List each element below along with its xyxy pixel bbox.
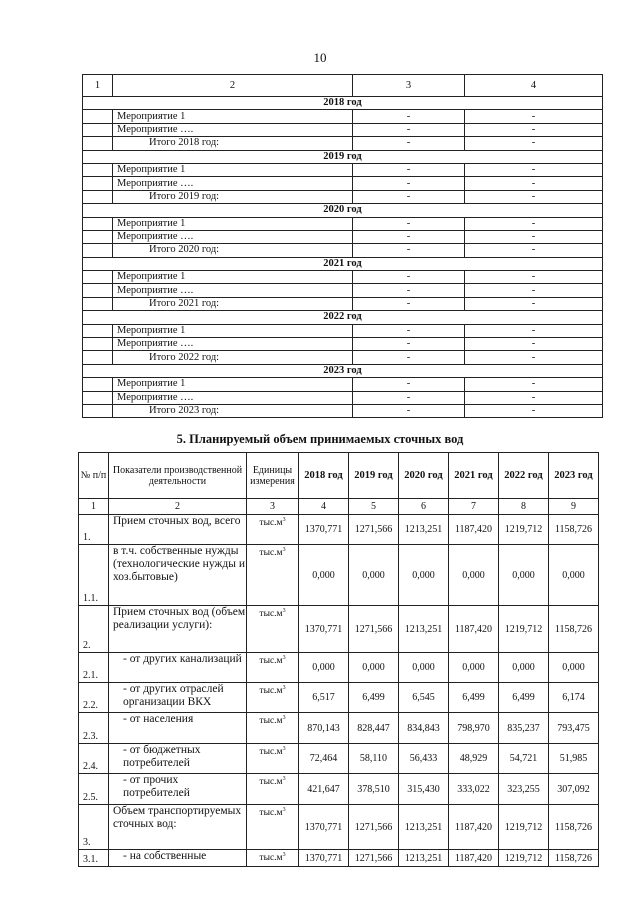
unit-text: тыс.м <box>259 686 283 697</box>
activity-row <box>83 391 603 404</box>
header-row <box>83 75 603 97</box>
value-col3: - <box>353 137 465 150</box>
value-col3: - <box>353 271 465 284</box>
row-number-cell <box>83 244 113 257</box>
data-row <box>79 653 599 683</box>
value-col3: - <box>353 177 465 190</box>
value-cell: 48,929 <box>449 744 499 774</box>
indicator-name: - от прочих потребителей <box>109 774 247 805</box>
data-row <box>79 683 599 713</box>
value-col3: - <box>353 244 465 257</box>
activity-row <box>83 324 603 337</box>
value-col3: - <box>353 123 465 136</box>
activity-label: Мероприятие …. <box>113 177 353 190</box>
value-col3: - <box>353 378 465 391</box>
value-col4: - <box>465 284 603 297</box>
row-number-cell <box>83 217 113 230</box>
value-cell: 1219,712 <box>499 606 549 653</box>
data-row <box>79 850 599 867</box>
value-cell: 1271,566 <box>349 606 399 653</box>
value-col3: - <box>353 391 465 404</box>
value-col3: - <box>353 284 465 297</box>
value-cell: 0,000 <box>399 545 449 606</box>
value-col3: - <box>353 190 465 203</box>
value-cell: 1219,712 <box>499 515 549 545</box>
total-row <box>83 404 603 417</box>
row-number-cell <box>83 163 113 176</box>
column-number: 2 <box>109 499 247 515</box>
activity-label: Мероприятие …. <box>113 230 353 243</box>
row-number: 2.5. <box>79 774 109 805</box>
row-number-cell <box>83 378 113 391</box>
row-number: 1.1. <box>79 545 109 606</box>
data-row <box>79 774 599 805</box>
row-number: 2.1. <box>79 653 109 683</box>
section-title: 5. Планируемый объем принимаемых сточных вод <box>176 432 464 446</box>
unit-exponent: 3 <box>282 807 286 813</box>
year-heading: 2021 год <box>83 257 603 270</box>
value-col4: - <box>465 404 603 417</box>
wastewater-volume-table <box>78 452 599 867</box>
value-cell: 1187,420 <box>449 805 499 850</box>
value-cell: 6,517 <box>299 683 349 713</box>
value-cell: 1187,420 <box>449 850 499 867</box>
row-number-cell <box>83 123 113 136</box>
unit-cell <box>247 774 299 805</box>
activity-row <box>83 163 603 176</box>
total-label: Итого 2021 год: <box>113 297 353 310</box>
unit-text: тыс.м <box>259 777 283 788</box>
unit-exponent: 3 <box>282 715 286 721</box>
year-heading: 2019 год <box>83 150 603 163</box>
activity-row <box>83 378 603 391</box>
row-number-cell <box>83 271 113 284</box>
unit-cell <box>247 683 299 713</box>
value-cell: 1187,420 <box>449 606 499 653</box>
value-cell: 1271,566 <box>349 850 399 867</box>
row-number-cell <box>83 230 113 243</box>
value-cell: 6,174 <box>549 683 599 713</box>
value-cell: 58,110 <box>349 744 399 774</box>
header-year: 2023 год <box>549 453 599 499</box>
header-year: 2020 год <box>399 453 449 499</box>
row-number-cell <box>83 391 113 404</box>
value-cell: 0,000 <box>349 653 399 683</box>
value-cell: 870,143 <box>299 713 349 744</box>
page-number: 10 <box>313 50 327 65</box>
value-cell: 0,000 <box>549 545 599 606</box>
unit-cell <box>247 653 299 683</box>
total-label: Итого 2019 год: <box>113 190 353 203</box>
value-cell: 0,000 <box>449 653 499 683</box>
column-number: 1 <box>79 499 109 515</box>
row-number: 3. <box>79 805 109 850</box>
value-cell: 0,000 <box>299 545 349 606</box>
value-col3: - <box>353 351 465 364</box>
value-cell: 421,647 <box>299 774 349 805</box>
unit-cell <box>247 606 299 653</box>
activity-row <box>83 284 603 297</box>
value-col4: - <box>465 110 603 123</box>
column-number: 3 <box>247 499 299 515</box>
unit-text: тыс.м <box>259 609 283 620</box>
year-heading: 2018 год <box>83 97 603 110</box>
year-row <box>83 204 603 217</box>
value-col4: - <box>465 324 603 337</box>
value-cell: 1213,251 <box>399 606 449 653</box>
unit-cell <box>247 744 299 774</box>
value-col3: - <box>353 163 465 176</box>
row-number: 2.4. <box>79 744 109 774</box>
total-row <box>83 244 603 257</box>
data-row <box>79 515 599 545</box>
column-number: 9 <box>549 499 599 515</box>
total-row <box>83 297 603 310</box>
total-label: Итого 2022 год: <box>113 351 353 364</box>
row-number-cell <box>83 324 113 337</box>
value-cell: 1158,726 <box>549 515 599 545</box>
header-year: 2018 год <box>299 453 349 499</box>
value-col4: - <box>465 177 603 190</box>
unit-text: тыс.м <box>259 716 283 727</box>
unit-text: тыс.м <box>259 518 283 529</box>
value-col4: - <box>465 244 603 257</box>
value-cell: 798,970 <box>449 713 499 744</box>
unit-text: тыс.м <box>259 548 283 559</box>
value-col3: - <box>353 230 465 243</box>
value-cell: 0,000 <box>399 653 449 683</box>
unit-cell <box>247 515 299 545</box>
value-cell: 834,843 <box>399 713 449 744</box>
row-number-cell <box>83 351 113 364</box>
value-col3: - <box>353 404 465 417</box>
activity-row <box>83 338 603 351</box>
activity-label: Мероприятие …. <box>113 391 353 404</box>
value-col4: - <box>465 230 603 243</box>
row-number-cell <box>83 190 113 203</box>
value-col3: - <box>353 338 465 351</box>
year-heading: 2023 год <box>83 364 603 377</box>
unit-exponent: 3 <box>282 746 286 752</box>
row-number-cell <box>83 110 113 123</box>
value-cell: 1158,726 <box>549 805 599 850</box>
value-cell: 1370,771 <box>299 515 349 545</box>
column-number: 7 <box>449 499 499 515</box>
unit-exponent: 3 <box>282 547 286 553</box>
activity-label: Мероприятие 1 <box>113 271 353 284</box>
unit-cell <box>247 713 299 744</box>
indicator-name: в т.ч. собственные нужды (технологические нужды и хоз.бытовые) <box>109 545 247 606</box>
total-row <box>83 190 603 203</box>
value-cell: 1213,251 <box>399 515 449 545</box>
row-number-cell <box>83 297 113 310</box>
value-col4: - <box>465 190 603 203</box>
activity-label: Мероприятие …. <box>113 338 353 351</box>
value-cell: 1271,566 <box>349 805 399 850</box>
value-col4: - <box>465 338 603 351</box>
value-cell: 307,092 <box>549 774 599 805</box>
value-col4: - <box>465 137 603 150</box>
value-cell: 51,985 <box>549 744 599 774</box>
activity-label: Мероприятие 1 <box>113 110 353 123</box>
data-row <box>79 713 599 744</box>
row-number-cell <box>83 284 113 297</box>
value-cell: 6,499 <box>449 683 499 713</box>
year-row <box>83 150 603 163</box>
activity-label: Мероприятие 1 <box>113 324 353 337</box>
value-col4: - <box>465 297 603 310</box>
value-cell: 1158,726 <box>549 606 599 653</box>
unit-exponent: 3 <box>282 776 286 782</box>
unit-text: тыс.м <box>259 808 283 819</box>
row-number-cell <box>83 177 113 190</box>
value-cell: 1213,251 <box>399 805 449 850</box>
value-cell: 315,430 <box>399 774 449 805</box>
row-number-cell <box>83 137 113 150</box>
column-number: 6 <box>399 499 449 515</box>
header-cell-4: 4 <box>465 75 603 97</box>
value-cell: 1370,771 <box>299 606 349 653</box>
value-cell: 1219,712 <box>499 805 549 850</box>
row-number: 2.3. <box>79 713 109 744</box>
value-cell: 0,000 <box>499 545 549 606</box>
value-col3: - <box>353 217 465 230</box>
activity-row <box>83 271 603 284</box>
unit-text: тыс.м <box>259 656 283 667</box>
value-col3: - <box>353 110 465 123</box>
indicator-name: Объем транспортируемых сточных вод: <box>109 805 247 850</box>
value-col4: - <box>465 351 603 364</box>
value-cell: 72,464 <box>299 744 349 774</box>
unit-exponent: 3 <box>282 852 286 858</box>
activity-row <box>83 177 603 190</box>
header-cell-3: 3 <box>353 75 465 97</box>
unit-text: тыс.м <box>259 853 283 864</box>
value-cell: 835,237 <box>499 713 549 744</box>
activity-label: Мероприятие 1 <box>113 163 353 176</box>
data-row <box>79 545 599 606</box>
activity-label: Мероприятие 1 <box>113 217 353 230</box>
unit-cell <box>247 545 299 606</box>
indicator-name: - от других отраслей организации ВКХ <box>109 683 247 713</box>
value-cell: 333,022 <box>449 774 499 805</box>
value-col4: - <box>465 217 603 230</box>
header-cell-2: 2 <box>113 75 353 97</box>
header-num: № п/п <box>79 453 109 499</box>
year-row <box>83 97 603 110</box>
unit-exponent: 3 <box>282 655 286 661</box>
data-row <box>79 606 599 653</box>
value-cell: 0,000 <box>299 653 349 683</box>
value-cell: 0,000 <box>449 545 499 606</box>
unit-text: тыс.м <box>259 747 283 758</box>
header-cell-1: 1 <box>83 75 113 97</box>
value-cell: 378,510 <box>349 774 399 805</box>
indicator-name: Прием сточных вод (объем реализации услуги): <box>109 606 247 653</box>
activities-table <box>82 74 603 418</box>
indicator-name: - от бюджетных потребителей <box>109 744 247 774</box>
value-col4: - <box>465 391 603 404</box>
unit-exponent: 3 <box>282 685 286 691</box>
column-number: 8 <box>499 499 549 515</box>
year-row <box>83 311 603 324</box>
value-cell: 6,499 <box>349 683 399 713</box>
activity-row <box>83 217 603 230</box>
header-indicator: Показатели производственной деятельности <box>109 453 247 499</box>
header-year: 2021 год <box>449 453 499 499</box>
activity-label: Мероприятие …. <box>113 284 353 297</box>
value-cell: 56,433 <box>399 744 449 774</box>
value-cell: 1158,726 <box>549 850 599 867</box>
value-cell: 6,499 <box>499 683 549 713</box>
row-number: 3.1. <box>79 850 109 867</box>
row-number: 1. <box>79 515 109 545</box>
column-number: 4 <box>299 499 349 515</box>
value-cell: 1370,771 <box>299 805 349 850</box>
activity-row <box>83 123 603 136</box>
row-number: 2. <box>79 606 109 653</box>
unit-cell <box>247 850 299 867</box>
value-cell: 1370,771 <box>299 850 349 867</box>
value-cell: 828,447 <box>349 713 399 744</box>
activity-label: Мероприятие 1 <box>113 378 353 391</box>
row-number-cell <box>83 404 113 417</box>
activity-row <box>83 110 603 123</box>
year-row <box>83 257 603 270</box>
year-row <box>83 364 603 377</box>
value-cell: 1187,420 <box>449 515 499 545</box>
value-col3: - <box>353 297 465 310</box>
value-cell: 6,545 <box>399 683 449 713</box>
value-cell: 1271,566 <box>349 515 399 545</box>
year-heading: 2022 год <box>83 311 603 324</box>
value-cell: 793,475 <box>549 713 599 744</box>
column-number-row <box>79 499 599 515</box>
value-col4: - <box>465 378 603 391</box>
value-col4: - <box>465 271 603 284</box>
value-cell: 1213,251 <box>399 850 449 867</box>
total-row <box>83 137 603 150</box>
value-col3: - <box>353 324 465 337</box>
total-label: Итого 2023 год: <box>113 404 353 417</box>
indicator-name: - от населения <box>109 713 247 744</box>
total-label: Итого 2020 год: <box>113 244 353 257</box>
activity-label: Мероприятие …. <box>113 123 353 136</box>
value-cell: 0,000 <box>549 653 599 683</box>
indicator-name: - на собственные <box>109 850 247 867</box>
value-cell: 1219,712 <box>499 850 549 867</box>
row-number: 2.2. <box>79 683 109 713</box>
value-cell: 323,255 <box>499 774 549 805</box>
header-year: 2019 год <box>349 453 399 499</box>
header-year: 2022 год <box>499 453 549 499</box>
total-row <box>83 351 603 364</box>
unit-cell <box>247 805 299 850</box>
column-number: 5 <box>349 499 399 515</box>
year-heading: 2020 год <box>83 204 603 217</box>
value-cell: 0,000 <box>499 653 549 683</box>
data-row <box>79 744 599 774</box>
value-col4: - <box>465 163 603 176</box>
unit-exponent: 3 <box>282 608 286 614</box>
value-col4: - <box>465 123 603 136</box>
value-cell: 0,000 <box>349 545 399 606</box>
header-row <box>79 453 599 499</box>
data-row <box>79 805 599 850</box>
header-unit: Единицы измерения <box>247 453 299 499</box>
activity-row <box>83 230 603 243</box>
row-number-cell <box>83 338 113 351</box>
value-cell: 54,721 <box>499 744 549 774</box>
indicator-name: - от других канализаций <box>109 653 247 683</box>
unit-exponent: 3 <box>282 517 286 523</box>
indicator-name: Прием сточных вод, всего <box>109 515 247 545</box>
total-label: Итого 2018 год: <box>113 137 353 150</box>
